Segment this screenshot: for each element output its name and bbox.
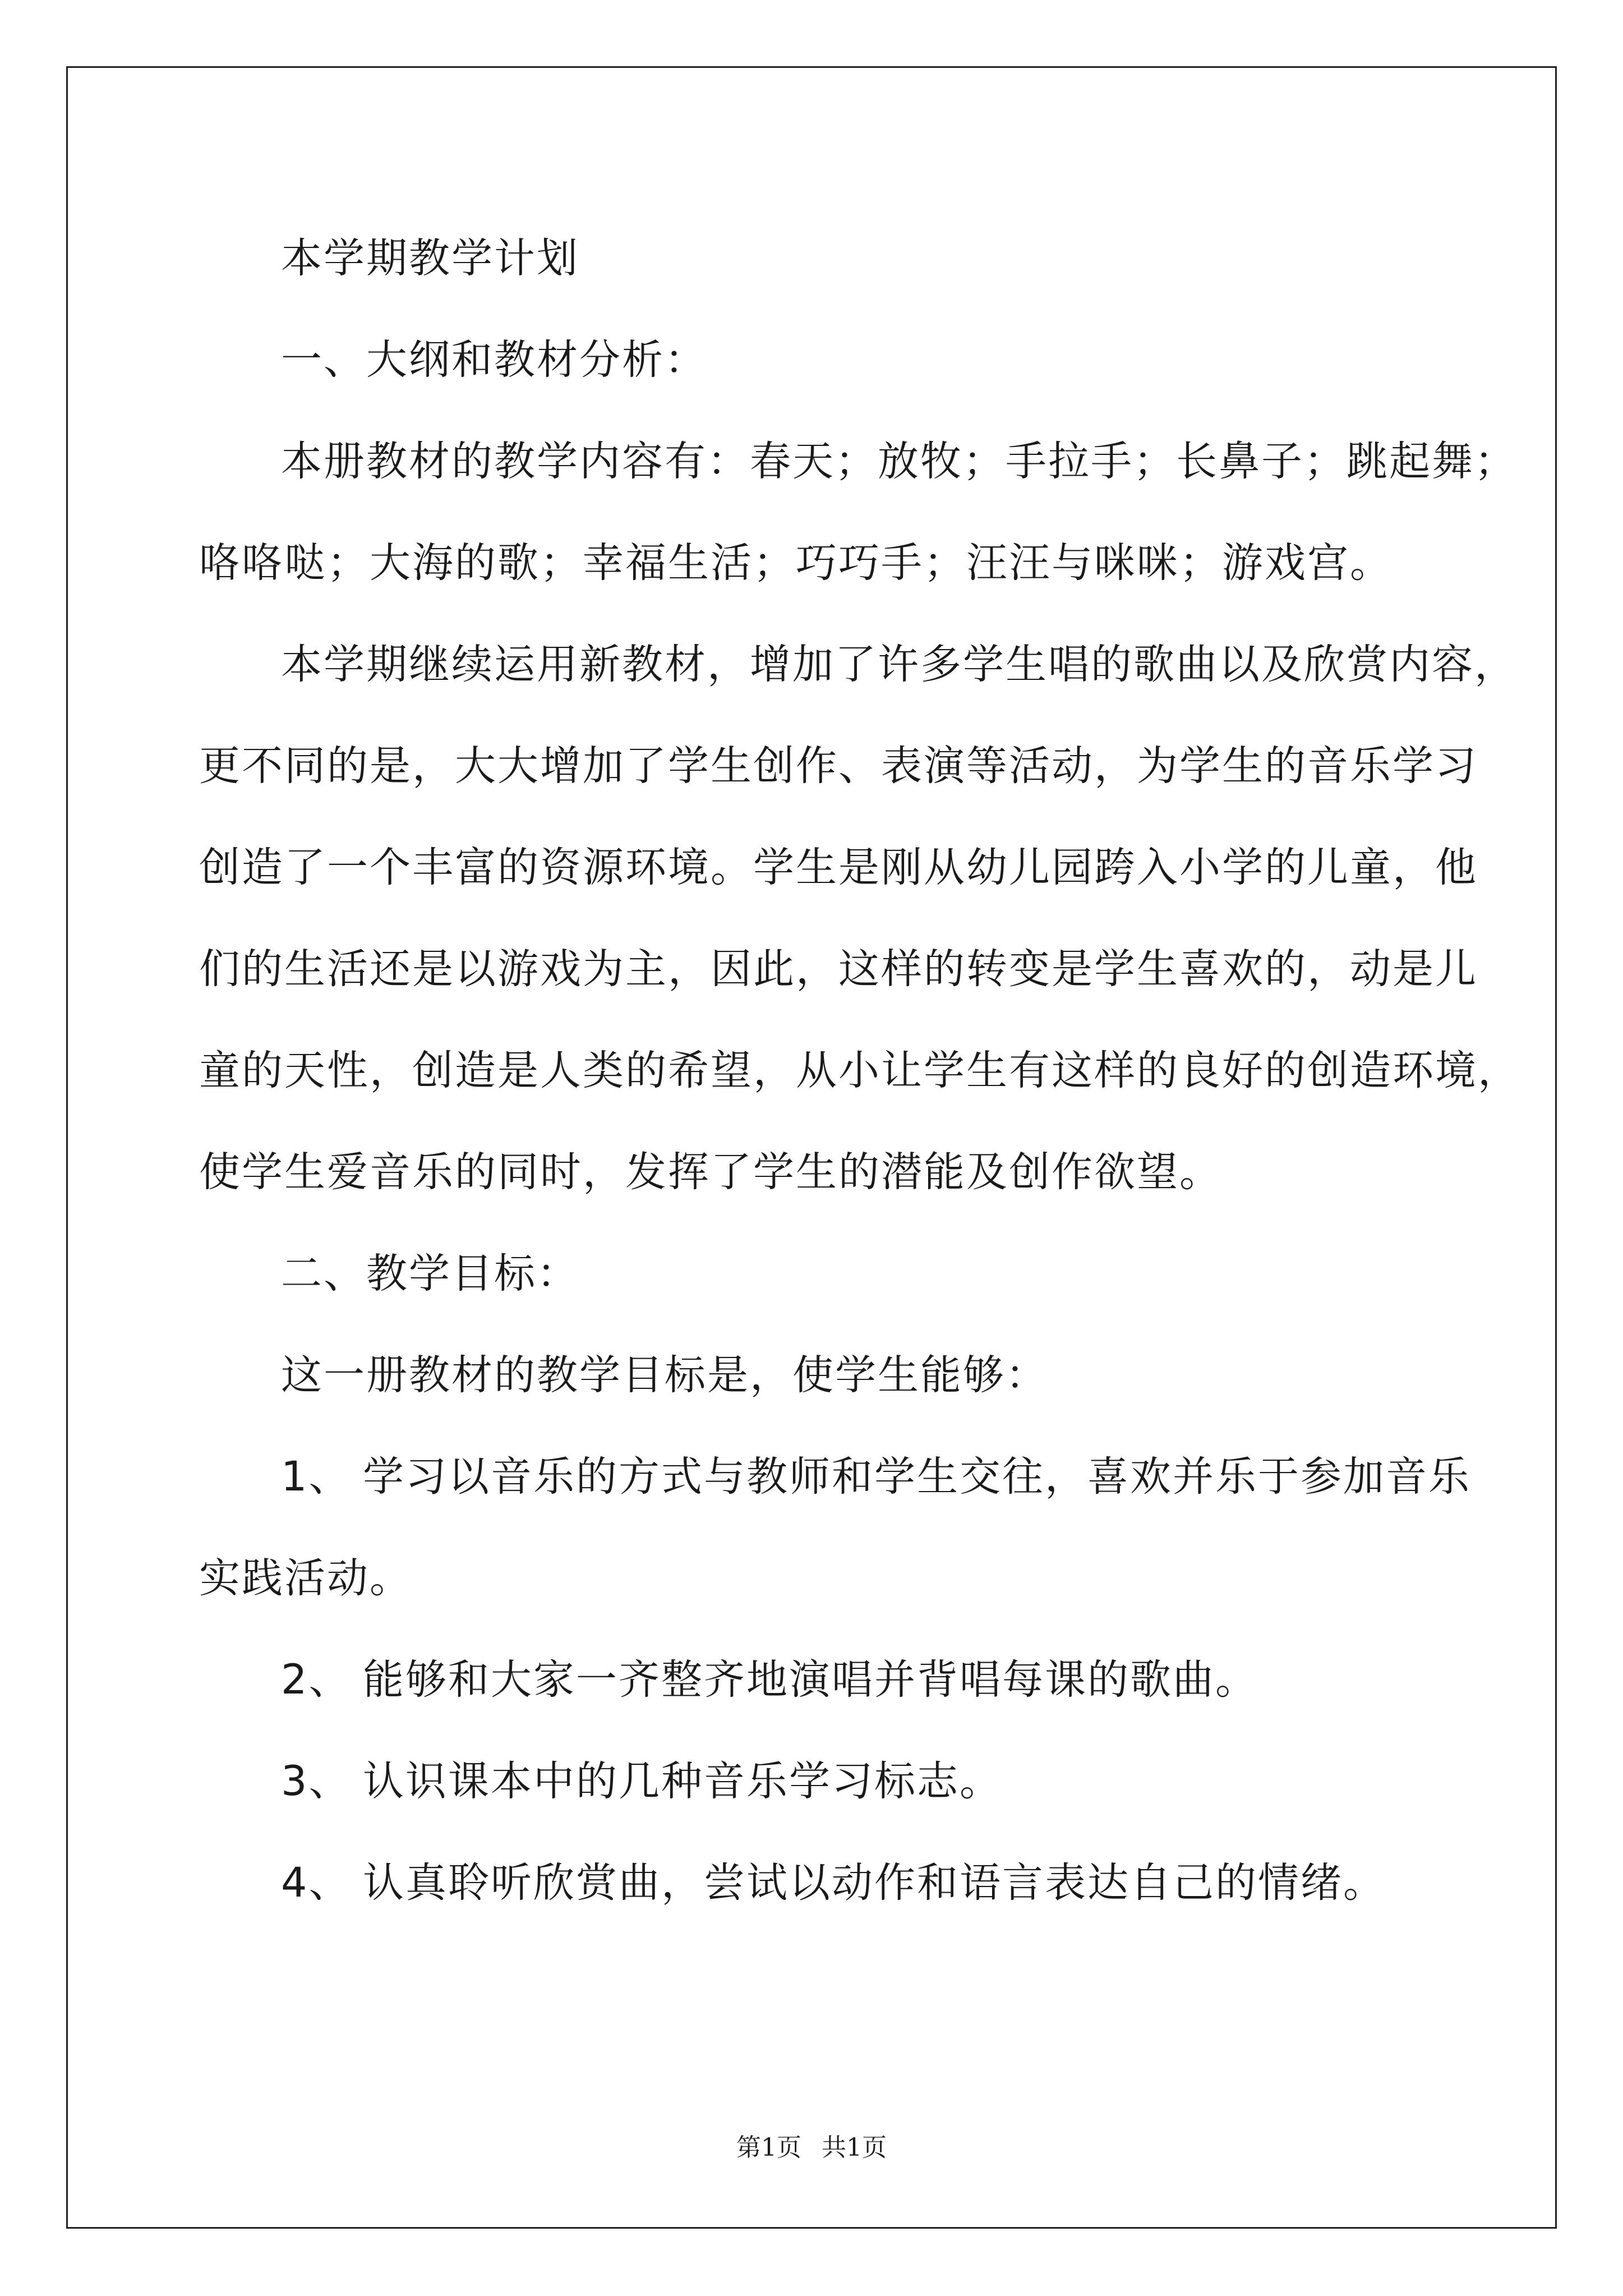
paragraph-line: 本册教材的教学内容有：春天；放牧；手拉手；长鼻子；跳起舞；: [281, 438, 1517, 485]
document-title: 本学期教学计划: [281, 234, 579, 282]
goal-item: [199, 1731, 1469, 1832]
page-total: 共1页: [822, 2133, 887, 2162]
goal-item: [199, 1832, 1469, 1934]
goal-text: 学习以音乐的方式与教师和学生交往，喜欢并乐于参加音乐: [363, 1453, 1471, 1501]
goal-number: 2、: [281, 1656, 352, 1704]
paragraph-line: 更不同的是，大大增加了学生创作、表演等活动，为学生的音乐学习: [199, 742, 1478, 790]
document-body: [199, 208, 1520, 1934]
goal-number: 4、: [281, 1859, 352, 1907]
goal-text: 能够和大家一齐整齐地演唱并背唱每课的歌曲。: [363, 1656, 1258, 1704]
paragraph-line: 使学生爱音乐的同时，发挥了学生的潜能及创作欲望。: [199, 1148, 1222, 1196]
goal-number: 3、: [281, 1757, 352, 1805]
paragraph-line: 本学期继续运用新教材，增加了许多学生唱的歌曲以及欣赏内容，: [281, 641, 1517, 688]
goal-text: 认真聆听欣赏曲，尝试以动作和语言表达自己的情绪。: [363, 1859, 1386, 1907]
paragraph-line: 们的生活还是以游戏为主，因此，这样的转变是学生喜欢的，动是儿: [199, 945, 1478, 993]
goal-continuation: 实践活动。: [199, 1554, 412, 1602]
goal-number: 1、: [281, 1453, 352, 1501]
paragraph-line: 咯咯哒；大海的歌；幸福生活；巧巧手；汪汪与咪咪；游戏宫。: [199, 539, 1393, 587]
goals-intro: 这一册教材的教学目标是，使学生能够：: [281, 1351, 1048, 1399]
goal-text: 认识课本中的几种音乐学习标志。: [363, 1757, 1002, 1805]
page-footer: [0, 2127, 1623, 2163]
paragraph-line: 创造了一个丰富的资源环境。学生是刚从幼儿园跨入小学的儿童，他: [199, 844, 1478, 891]
page-number: 第1页: [736, 2133, 801, 2162]
goal-item: [199, 1629, 1469, 1731]
section-heading-outline: 一、大纲和教材分析：: [281, 336, 707, 384]
goal-item: [199, 1426, 1469, 1527]
section-heading-goals: 二、教学目标：: [281, 1250, 579, 1297]
paragraph-line: 童的天性，创造是人类的希望，从小让学生有这样的良好的创造环境，: [199, 1047, 1520, 1094]
